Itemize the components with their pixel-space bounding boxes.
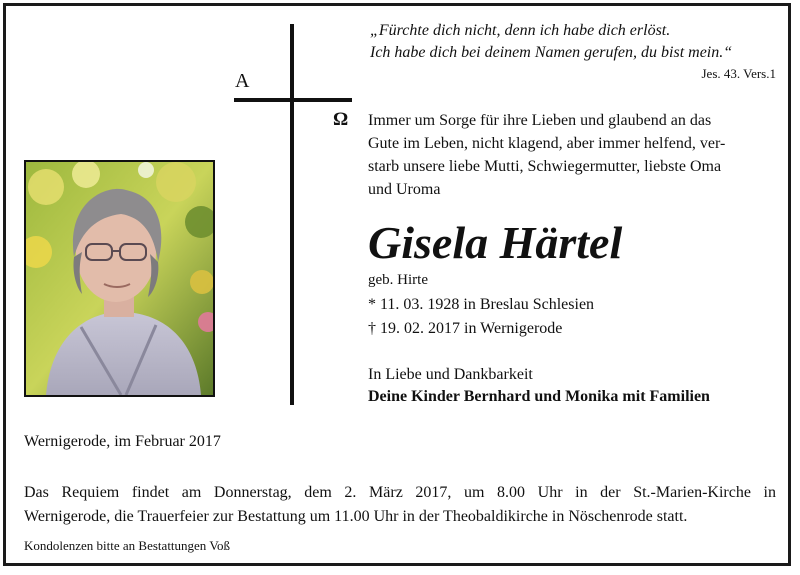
portrait-photo <box>24 160 215 397</box>
quote-line-2: Ich habe dich bei deinem Namen gerufen, du bist mein.“ <box>370 44 733 61</box>
death-date: † 19. 02. 2017 in Wernigerode <box>368 320 563 337</box>
mourners-intro: In Liebe und Dankbarkeit <box>368 366 533 383</box>
tribute-line: Immer um Sorge für ihre Lieben und glaubend an das <box>368 112 712 129</box>
condolences-note: Kondolenzen bitte an Bestattungen Voß <box>24 538 231 553</box>
tribute-line: starb unsere liebe Mutti, Schwiegermutter, liebste Oma <box>368 158 722 175</box>
quote-line-1: „Fürchte dich nicht, denn ich habe dich erlöst. <box>370 22 671 39</box>
service-line-1: Das Requiem findet am Donnerstag, dem 2. März 2017, um 8.00 Uhr in der St.-Marien-Kirche in <box>24 484 776 501</box>
alpha-symbol: A <box>235 70 250 92</box>
birth-date: * 11. 03. 1928 in Breslau Schlesien <box>368 296 595 313</box>
bible-quote <box>370 20 780 64</box>
cross-vertical-bar <box>290 24 294 405</box>
tribute-text <box>368 109 778 201</box>
tribute-line: und Uroma <box>368 181 441 198</box>
place-and-date: Wernigerode, im Februar 2017 <box>24 433 221 450</box>
quote-reference: Jes. 43. Vers.1 <box>701 66 776 81</box>
tribute-line: Gute im Leben, nicht klagend, aber immer helfend, ver- <box>368 135 726 152</box>
maiden-name: geb. Hirte <box>368 272 428 288</box>
portrait-image <box>26 162 213 395</box>
mourners-family: Deine Kinder Bernhard und Monika mit Familien <box>368 388 710 405</box>
omega-symbol: Ω <box>333 109 349 130</box>
deceased-name: Gisela Härtel <box>368 217 623 268</box>
cross-horizontal-bar <box>234 98 352 102</box>
service-info <box>24 481 776 529</box>
service-line-2: Wernigerode, die Trauerfeier zur Bestattung um 11.00 Uhr in der Theobaldikirche in Nöschenrode statt. <box>24 508 688 525</box>
